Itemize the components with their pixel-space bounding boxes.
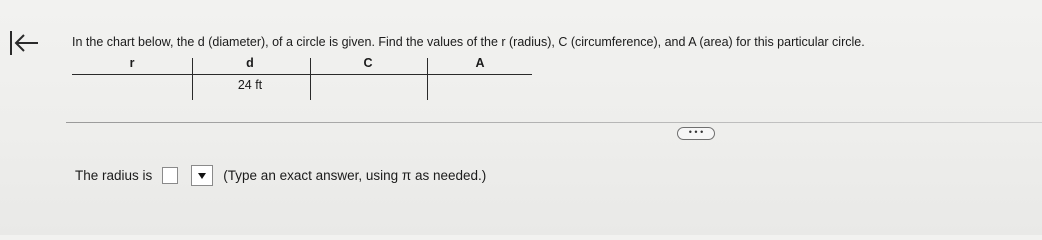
answer-prompt: The radius is — [75, 167, 153, 183]
dropdown-caret-icon — [198, 173, 206, 179]
table-column-divider — [310, 58, 311, 100]
radius-answer-input[interactable] — [162, 167, 178, 184]
table-column-divider — [427, 58, 428, 100]
cell-diameter: 24 ft — [237, 78, 263, 92]
section-divider — [66, 122, 1042, 123]
answer-row — [75, 164, 486, 186]
header-diameter: d — [246, 56, 254, 70]
header-area: A — [475, 56, 485, 70]
header-radius: r — [129, 56, 135, 70]
back-button[interactable] — [8, 28, 40, 58]
more-options-button[interactable]: • • • — [677, 127, 715, 140]
circle-values-table — [72, 50, 534, 102]
question-text: In the chart below, the d (diameter), of a circle is given. Find the values of the r (radius), C (circumference), and A (area) for this particular circle. — [72, 35, 865, 49]
unit-dropdown[interactable] — [191, 165, 213, 186]
table-header-rule — [72, 74, 532, 75]
back-arrow-icon — [8, 28, 40, 58]
header-circumference: C — [363, 56, 373, 70]
table-column-divider — [192, 58, 193, 100]
answer-hint: (Type an exact answer, using π as needed.) — [223, 167, 487, 183]
